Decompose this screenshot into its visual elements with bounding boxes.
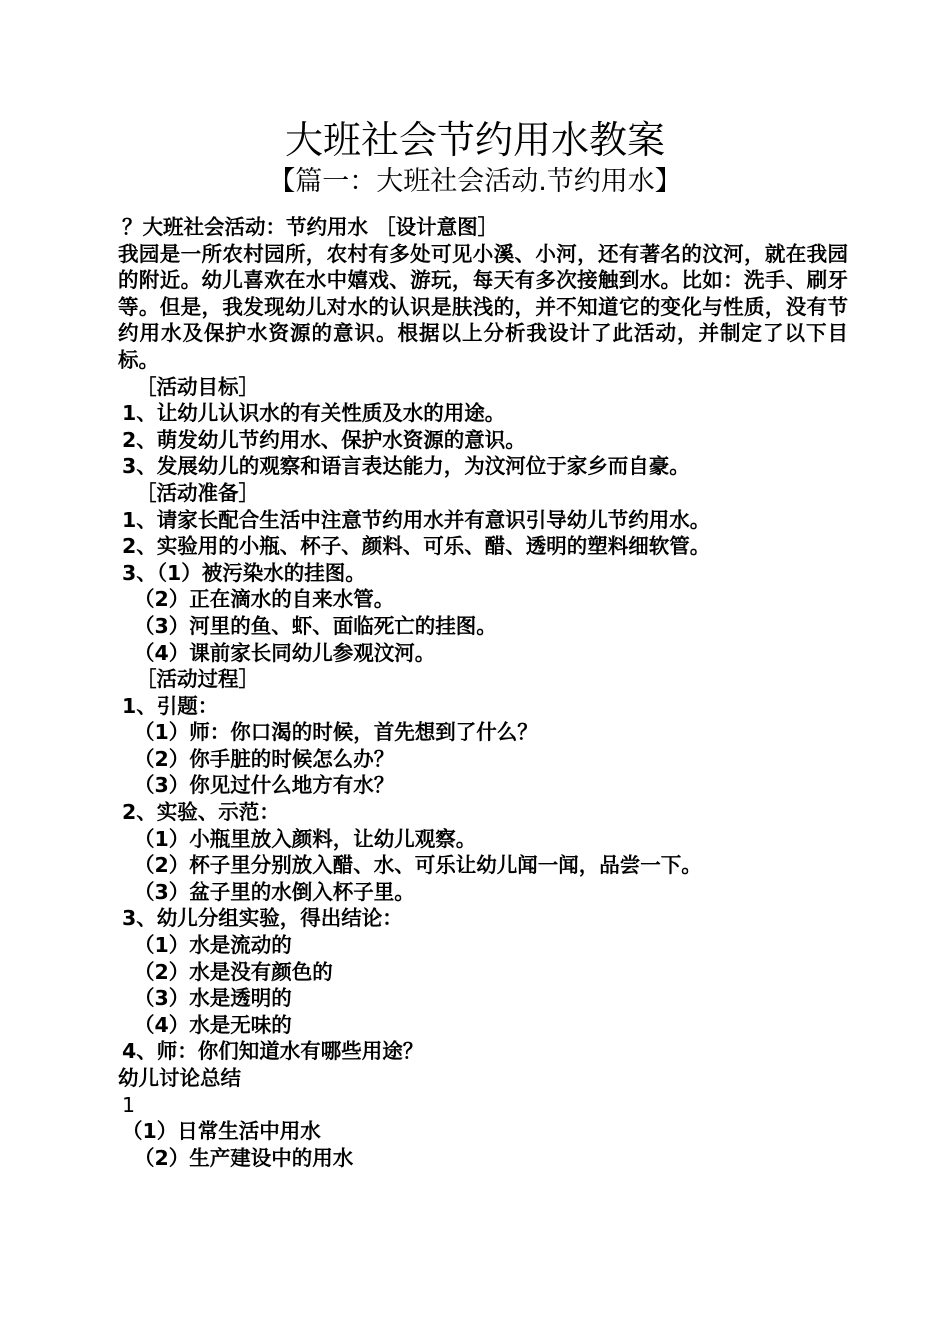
prep-item: 2、实验用的小瓶、杯子、颜料、可乐、醋、透明的塑料细软管。 (122, 534, 711, 559)
section-heading-line: ？大班社会活动：节约用水 ［设计意图］ (122, 215, 499, 239)
step-1: 1、引题： (122, 693, 219, 718)
step-3-item: （3）水是透明的 (134, 986, 292, 1011)
prep-item: 3、（1）被污染水的挂图。 (122, 560, 366, 585)
summary-item: （2）生产建设中的用水 (134, 1145, 354, 1170)
step-3: 3、幼儿分组实验，得出结论： (122, 906, 403, 931)
process-heading: ［活动过程］ (136, 667, 259, 692)
prep-sub-item: （3）河里的鱼、虾、面临死亡的挂图。 (134, 613, 497, 638)
prep-sub-item: （4）课前家长同幼儿参观汶河。 (134, 640, 436, 665)
goal-item: 1、让幼儿认识水的有关性质及水的用途。 (122, 401, 506, 426)
step-2: 2、实验、示范： (122, 800, 280, 825)
summary-heading: 幼儿讨论总结 (118, 1066, 241, 1090)
intro-paragraph: 我园是一所农村园所，农村有多处可见小溪、小河，还有著名的汶河，就在我园的附近。幼儿喜欢在水中嬉戏、游玩，每天有多次接触到水。比如：洗手、刷牙等。但是，我发现幼儿对水的认识是肤浅的，并不知道它的变化与性质，没有节约用水及保护水资源的意识。根据以上分析我设计了此活动，并制定了以下目标。 (118, 241, 848, 372)
goals-heading: ［活动目标］ (136, 374, 259, 399)
prep-item: 1、请家长配合生活中注意节约用水并有意识引导幼儿节约用水。 (122, 507, 711, 532)
step-4: 4、师：你们知道水有哪些用途？ (122, 1039, 424, 1064)
step-2-item: （2）杯子里分别放入醋、水、可乐让幼儿闻一闻，品尝一下。 (134, 853, 702, 878)
step-2-item: （1）小瓶里放入颜料，让幼儿观察。 (134, 826, 477, 851)
step-1-item: （1）师：你口渴的时候，首先想到了什么？ (134, 720, 538, 745)
document-subtitle: 【篇一：大班社会活动.节约用水】 (268, 166, 682, 197)
step-3-item: （2）水是没有颜色的 (134, 959, 333, 984)
step-1-item: （2）你手脏的时候怎么办？ (134, 746, 395, 771)
step-3-item: （1）水是流动的 (134, 933, 292, 958)
document-body (118, 214, 848, 1171)
goal-item: 2、萌发幼儿节约用水、保护水资源的意识。 (122, 427, 526, 452)
summary-item: （1）日常生活中用水 (122, 1119, 321, 1144)
prep-heading: ［活动准备］ (136, 480, 259, 505)
step-3-item: （4）水是无味的 (134, 1012, 292, 1037)
step-1-item: （3）你见过什么地方有水？ (134, 773, 395, 798)
document-title: 大班社会节约用水教案 (284, 118, 665, 162)
goal-item: 3、发展幼儿的观察和语言表达能力，为汶河位于家乡而自豪。 (122, 454, 690, 479)
prep-sub-item: （2）正在滴水的自来水管。 (134, 587, 395, 612)
step-2-item: （3）盆子里的水倒入杯子里。 (134, 879, 415, 904)
summary-number: 1 (122, 1092, 136, 1117)
